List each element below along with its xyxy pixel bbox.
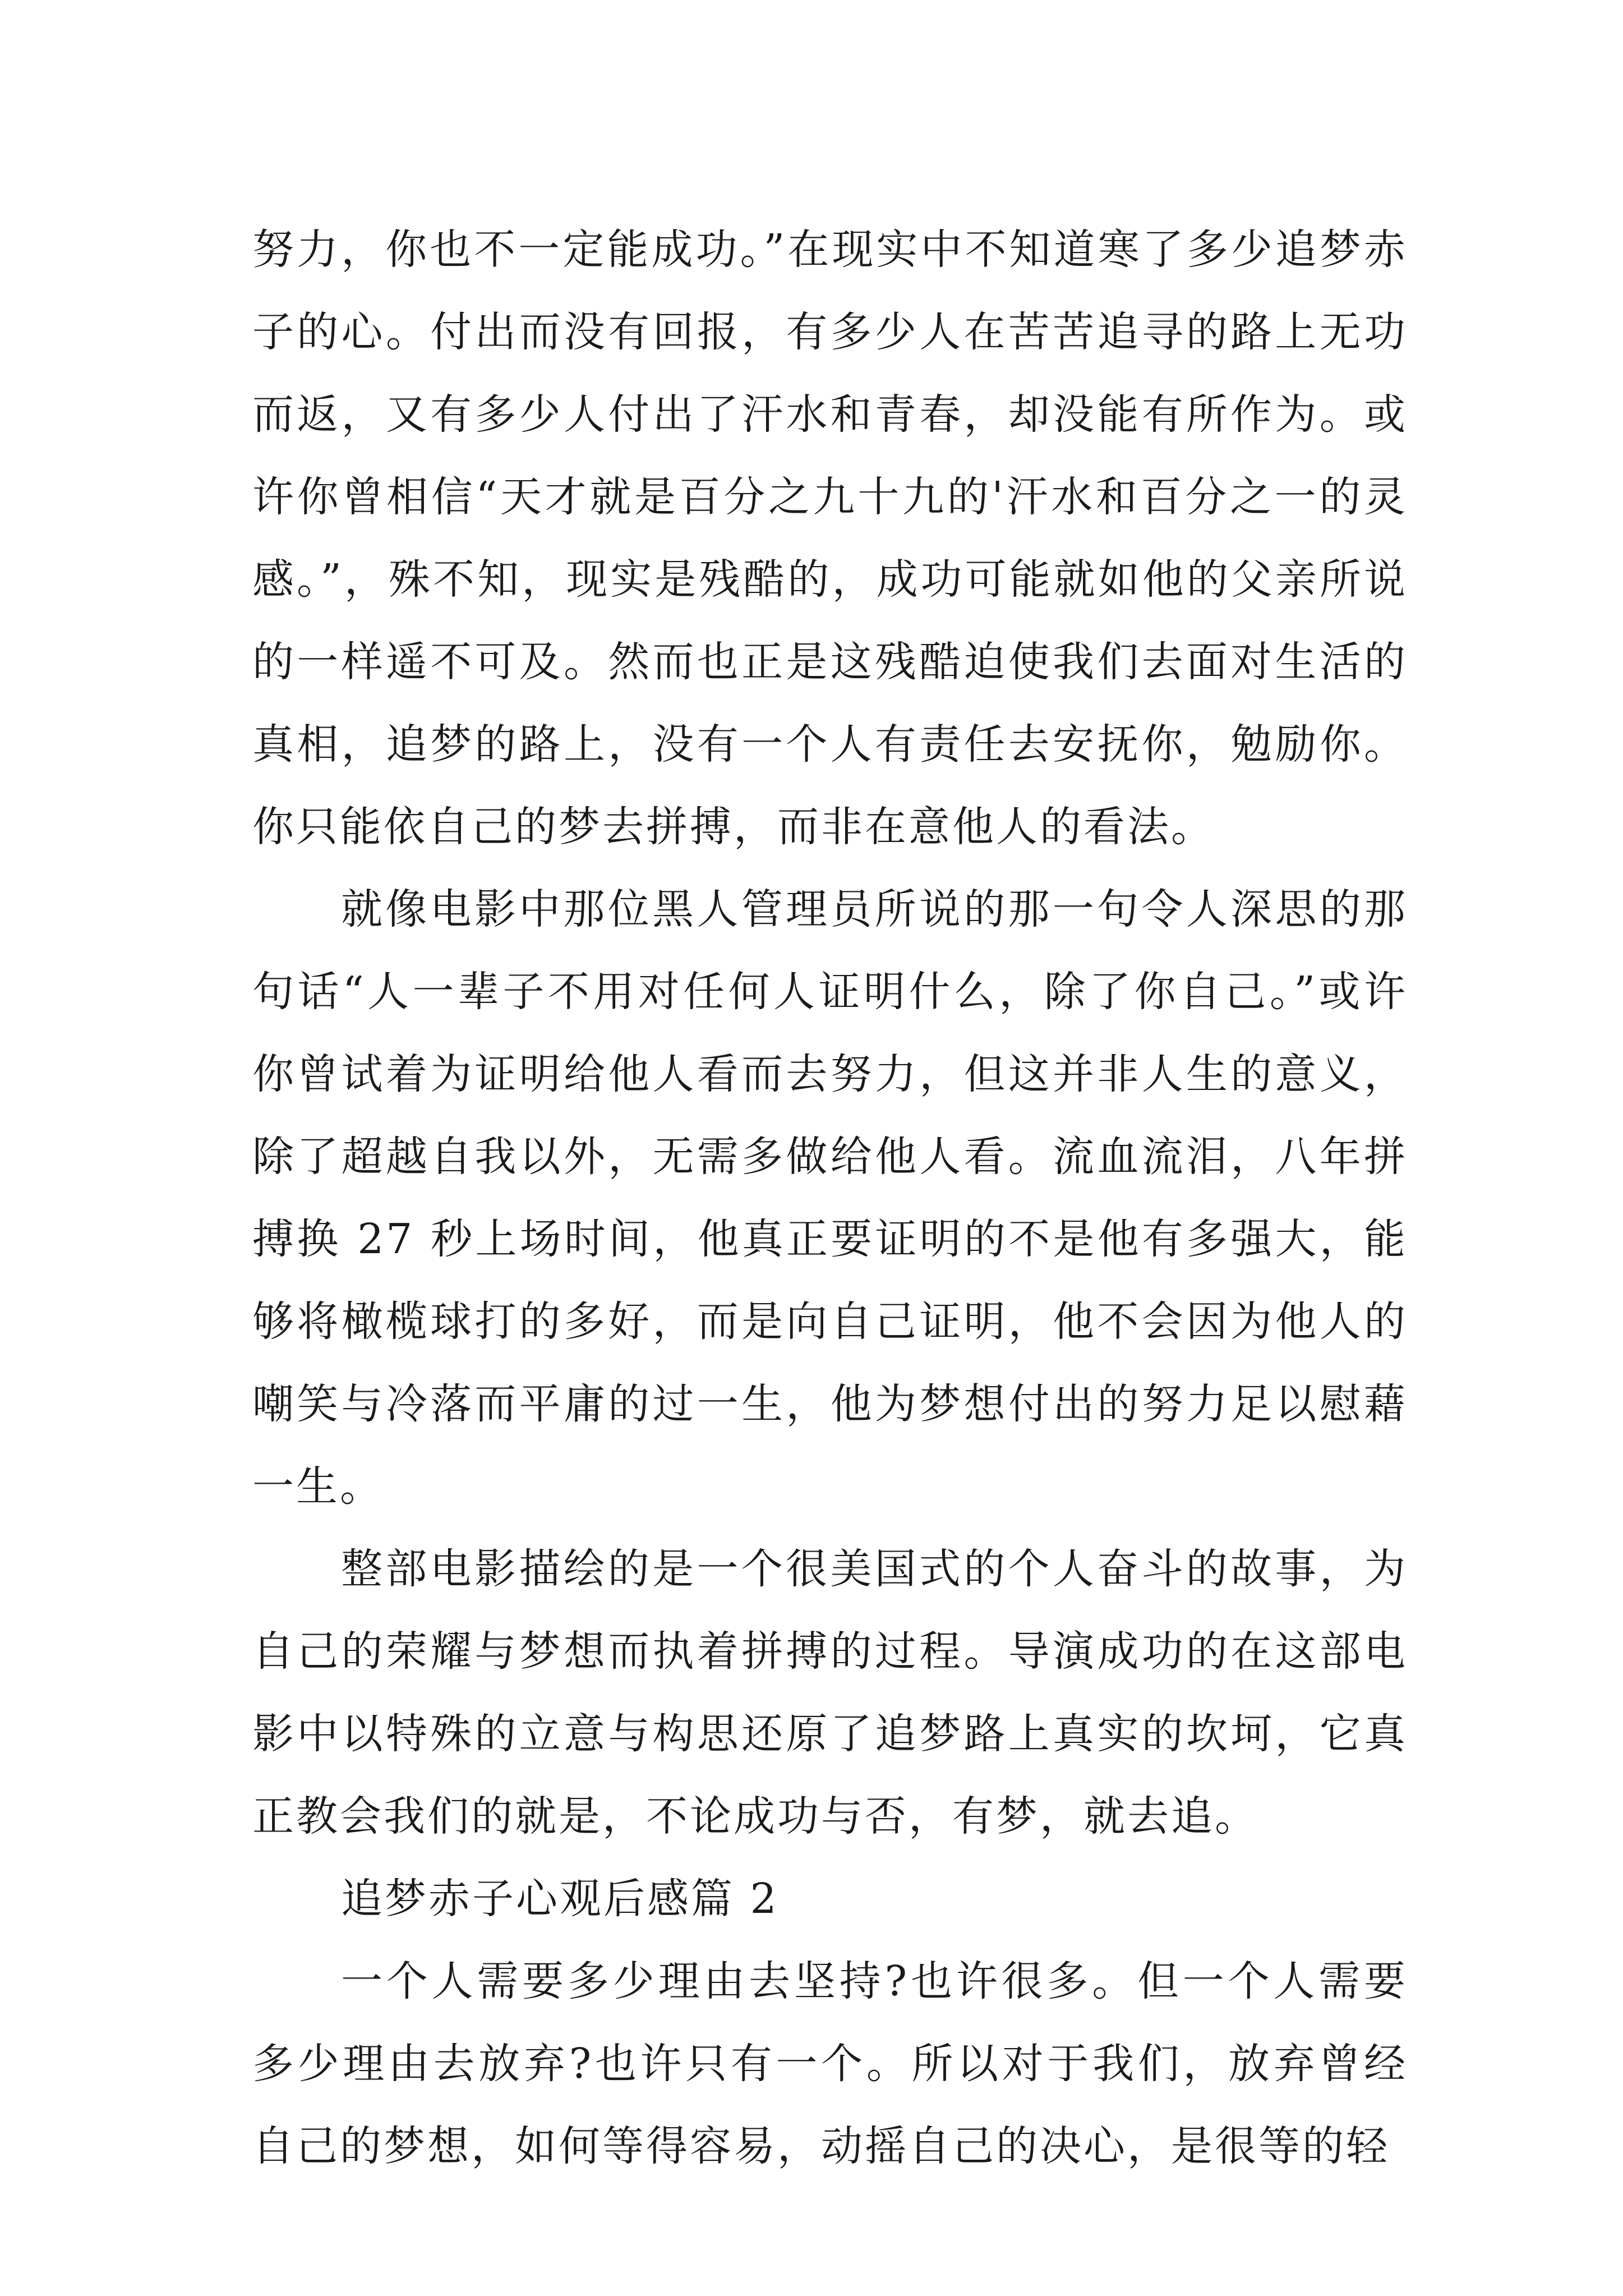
paragraph-1: 努力，你也不一定能成功。”在现实中不知道寒了多少追梦赤子的心。付出而没有回报，有多少人在苦苦追寻的路上无功而返，又有多少人付出了汗水和青春，却没能有所作为。或许你曾相信“天才就是百分之九十九的'汗水和百分之一的灵感。”，殊不知，现实是残酷的，成功可能就如他的父亲所说的一样遥不可及。然而也正是这残酷迫使我们去面对生活的真相，追梦的路上，没有一个人有责任去安抚你，勉励你。你只能依自己的梦去拼搏，而非在意他人的看法。 [252,226,1408,851]
section-heading: 追梦赤子心观后感篇 2 [341,1875,779,1923]
document-body [252,209,1408,2188]
paragraph-2: 就像电影中那位黑人管理员所说的那一句令人深思的那句话“人一辈子不用对任何人证明什么，除了你自己。”或许你曾试着为证明给他人看而去努力，但这并非人生的意义，除了超越自我以外，无需多做给他人看。流血流泪，八年拼搏换 27 秒上场时间，他真正要证明的不是他有多强大，能够将橄榄球打的多好，而是向自己证明，他不会因为他人的嘲笑与冷落而平庸的过一生，他为梦想付出的努力足以慰藉一生。 [252,885,1408,1511]
paragraph-3: 整部电影描绘的是一个很美国式的个人奋斗的故事，为自己的荣耀与梦想而执着拼搏的过程。导演成功的在这部电影中以特殊的立意与构思还原了追梦路上真实的坎坷，它真正教会我们的就是，不论成功与否，有梦，就去追。 [252,1545,1408,1841]
paragraph-4: 一个人需要多少理由去坚持?也许很多。但一个人需要多少理由去放弃?也许只有一个。所以对于我们，放弃曾经自己的梦想，如何等得容易，动摇自己的决心，是很等的轻 [252,1957,1408,2170]
